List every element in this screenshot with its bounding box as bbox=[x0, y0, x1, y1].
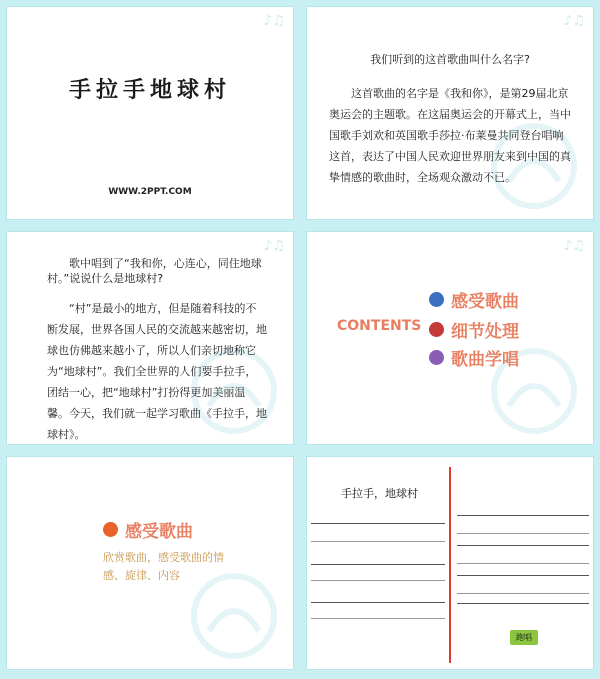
lyric-question: 歌中唱到了“我和你，心连心，同住地球村。”说说什么是地球村? bbox=[47, 257, 262, 285]
section-title: 感受歌曲 bbox=[103, 517, 193, 542]
music-note-icon: ♪♫ bbox=[263, 238, 285, 254]
slide-global-village[interactable] bbox=[6, 231, 294, 445]
music-note-icon: ♪♫ bbox=[563, 13, 585, 29]
slide-feel-song[interactable] bbox=[6, 456, 294, 670]
contents-item-1[interactable] bbox=[429, 287, 519, 312]
site-url: WWW.2PPT.COM bbox=[108, 187, 192, 197]
bullet-dot-icon bbox=[429, 350, 444, 365]
slide-title[interactable] bbox=[6, 6, 294, 220]
contents-item-2[interactable] bbox=[429, 317, 519, 342]
slide-title-text: 手拉手地球村 bbox=[68, 78, 231, 103]
section-subtitle: 欣赏歌曲，感受歌曲的情感、旋律、内容 bbox=[103, 551, 224, 582]
contents-item-label: 细节处理 bbox=[451, 322, 519, 342]
music-note-icon: ♪♫ bbox=[263, 13, 285, 29]
song-description: 这首歌曲的名字是《我和你》，是第29届北京奥运会的主题歌。在这届奥运会的开幕式上，当中国歌手刘欢和英国歌手莎拉·布莱曼共同登台唱响这首，表达了中国人民欢迎世界朋友来到中国的真挚情感的歌曲时，全场观众激动不已。 bbox=[329, 87, 571, 184]
bullet-dot-icon bbox=[429, 322, 444, 337]
bullet-dot-icon bbox=[103, 522, 118, 537]
contents-label: CONTENTS bbox=[337, 318, 422, 334]
contents-item-label: 感受歌曲 bbox=[451, 292, 519, 312]
divider-line bbox=[449, 467, 451, 663]
music-note-icon: ♪♫ bbox=[563, 238, 585, 254]
sing-button[interactable]: 跑唱 bbox=[510, 630, 538, 645]
village-explanation: “村”是最小的地方，但是随着科技的不断发展，世界各国人民的交流越来越密切，地球也仿佛越来越小了，所以人们亲切地称它为“地球村”。我们全世界的人们要手拉手，团结一心，把“地球村”打扮得更加美丽温馨。今天，我们就一起学习歌曲《手拉手，地球村》。 bbox=[47, 302, 267, 441]
bullet-dot-icon bbox=[429, 292, 444, 307]
sheet-music-title: 手拉手，地球村 bbox=[341, 487, 418, 500]
slide-song-name[interactable] bbox=[306, 6, 594, 220]
slide-contents[interactable] bbox=[306, 231, 594, 445]
slide-sheet-music[interactable] bbox=[306, 456, 594, 670]
question-text: 我们听到的这首歌曲叫什么名字? bbox=[370, 53, 530, 66]
contents-item-label: 歌曲学唱 bbox=[451, 350, 519, 370]
contents-item-3[interactable] bbox=[429, 345, 519, 370]
